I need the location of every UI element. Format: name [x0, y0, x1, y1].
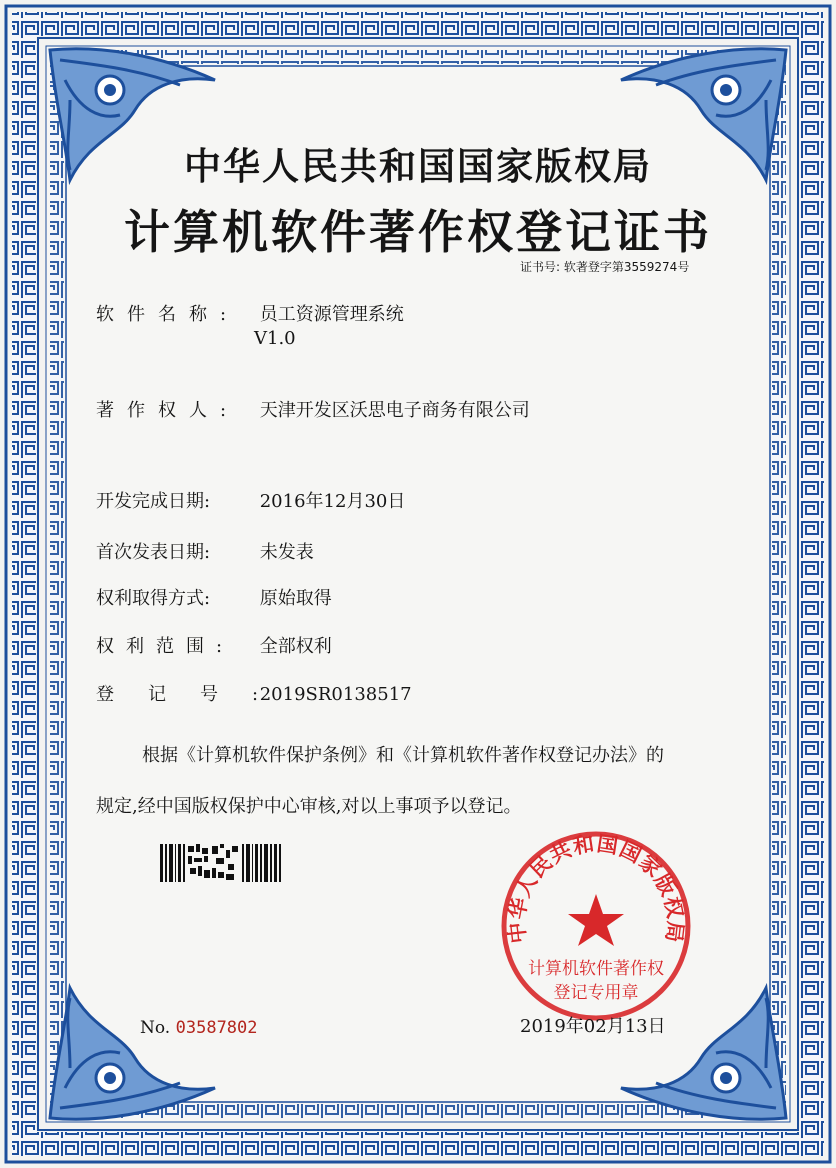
- seal-line-1: 计算机软件著作权: [528, 959, 664, 979]
- scope-value: 全部权利: [259, 636, 332, 657]
- owner-value: 天津开发区沃思电子商务有限公司: [259, 400, 530, 421]
- acquire-value: 原始取得: [259, 588, 332, 609]
- dev-date-row: [96, 487, 405, 513]
- acquire-label: 权利取得方式:: [96, 588, 211, 609]
- software-name-label: 软件名称:: [96, 304, 240, 325]
- corner-ornament-bottom-left: [40, 978, 230, 1128]
- dev-date-label: 开发完成日期:: [96, 491, 211, 512]
- scope-row: [96, 632, 332, 658]
- publish-date-value: 未发表: [259, 542, 314, 563]
- issue-date: 2019年02月13日: [520, 1016, 666, 1037]
- owner-label: 著作权人:: [96, 400, 240, 421]
- seal-line-2: 登记专用章: [553, 983, 639, 1003]
- official-seal: [498, 828, 694, 1024]
- issuing-authority: 中华人民共和国国家版权局: [184, 145, 652, 188]
- statement-line-1: 根据《计算机软件保护条例》和《计算机软件著作权登记办法》的: [142, 745, 664, 766]
- acquire-row: [96, 584, 332, 610]
- certificate-title: 计算机软件著作权登记证书: [124, 205, 712, 259]
- serial-no-label: No.: [140, 1018, 171, 1038]
- publish-date-row: [96, 538, 314, 564]
- serial-no-value: 03587802: [175, 1018, 258, 1038]
- publish-date-label: 首次发表日期:: [96, 542, 211, 563]
- owner-row: [96, 396, 530, 422]
- reg-no-value: 2019SR0138517: [259, 684, 412, 705]
- barcode: [158, 842, 282, 884]
- software-name-row: [96, 300, 404, 326]
- software-version: V1.0: [254, 328, 296, 349]
- software-name-value: 员工资源管理系统: [259, 304, 404, 325]
- certificate-number: [520, 258, 689, 275]
- serial-number: [140, 1018, 258, 1038]
- cert-no-label: 证书号:: [520, 260, 561, 274]
- cert-no-value: 软著登字第3559274号: [563, 260, 690, 274]
- dev-date-value: 2016年12月30日: [259, 491, 406, 512]
- seal-arc-text: 中华人民共和国国家版权局: [504, 831, 688, 945]
- reg-no-row: [96, 680, 412, 706]
- statement-line-2: 规定,经中国版权保护中心审核,对以上事项予以登记。: [96, 796, 522, 817]
- scope-label: 权利范围:: [96, 636, 235, 657]
- reg-no-label: 登记号:: [96, 684, 293, 705]
